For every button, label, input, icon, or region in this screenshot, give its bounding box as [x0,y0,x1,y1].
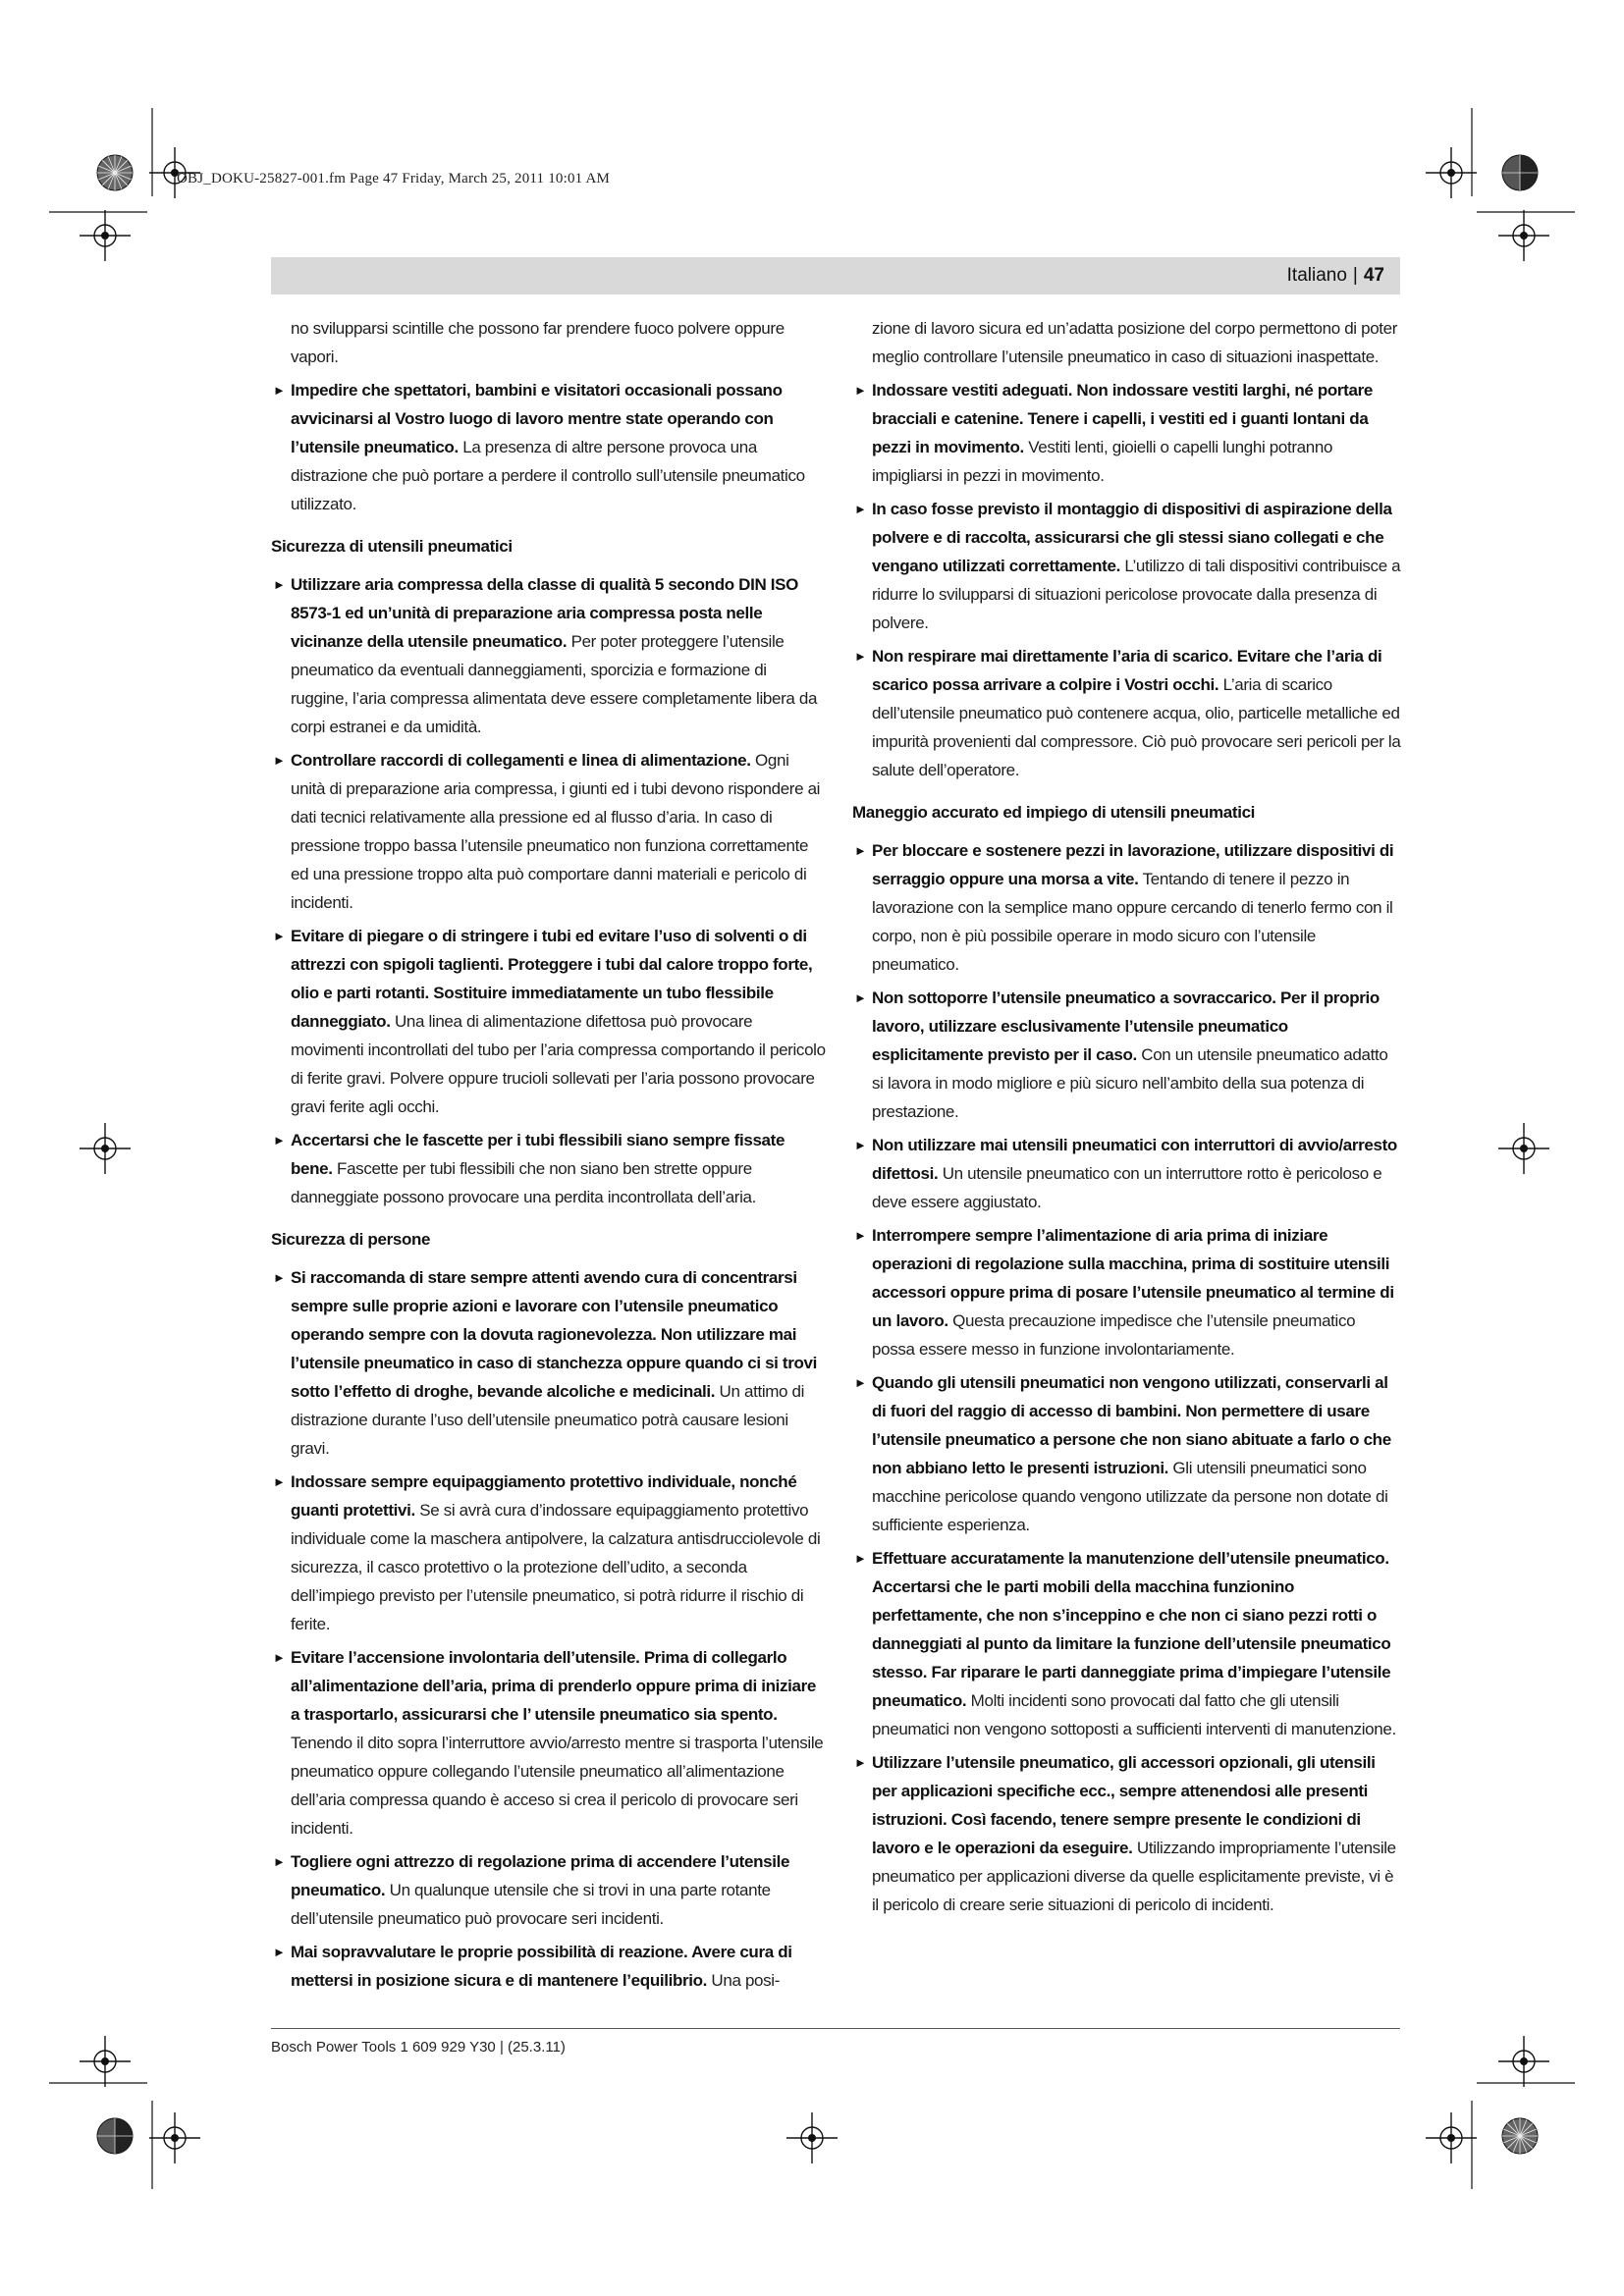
section-heading: Maneggio accurato ed impiego di utensili pneumatici [852,803,1256,822]
bullet-arrow-icon: ► [273,929,286,943]
bullet-bold-text: Non respirare mai direttamente l’aria di scarico. Evitare che l’aria di scarico possa arrivare a colpire i Vostri occhi. [872,647,1382,694]
bullet-body-text: Un attimo di distrazione durante l’uso dell’utensile pneumatico potrà causare lesioni gravi. [291,1382,805,1458]
bullet-arrow-icon: ► [854,1551,867,1566]
bullet-bold-text: Interrompere sempre l’alimentazione di aria prima di iniziare operazioni di regolazione sulla macchina, prima di sostituire utensili accessori oppure prima di posare l’utensile pneumatico al termine di un lavoro. [872,1226,1394,1330]
bullet-bold-text: Impedire che spettatori, bambini e visitatori occasionali possano avvicinarsi al Vostro luogo di lavoro mentre state operando con l’utensile pneumatico. [291,381,783,456]
footer-divider [271,2028,1400,2029]
bullet-body-text: Per poter proteggere l’utensile pneumatico da eventuali danneggiamenti, sporcizia e formazione di ruggine, l’aria compressa alimentata deve essere completamente libera da corpi estranei e da umidità. [291,632,818,736]
bullet-body-text: Tentando di tenere il pezzo in lavorazione con la semplice mano oppure cercando di tenerlo fermo con il corpo, non è più possibile operare in modo sicuro con l’utensile pneumatico. [872,870,1393,974]
bullet-body-text: Una posi- [707,1971,781,1990]
bullet-bold-text: Per bloccare e sostenere pezzi in lavorazione, utilizzare dispositivi di serraggio oppure una morsa a vite. [872,841,1394,888]
bullet-item [271,570,827,741]
bullet-arrow-icon: ► [273,1133,286,1148]
bullet-arrow-icon: ► [854,990,867,1005]
bullet-bold-text: Mai sopravvalutare le proprie possibilità di reazione. Avere cura di mettersi in posizione sicura e di mantenere l’equilibrio. [291,1943,792,1990]
bullet-bold-text: Evitare l’accensione involontaria dell’utensile. Prima di collegarlo all’alimentazione dell’aria, prima di prenderlo oppure prima di iniziare a trasportarlo, assicurarsi che l’ utensile pneumatico sia spento. [291,1648,816,1724]
bullet-body-text: L’utilizzo di tali dispositivi contribuisce a ridurre lo svilupparsi di situazioni pericolose provocate dalla presenza di polvere. [872,557,1401,632]
bullet-body-text: Un utensile pneumatico con un interruttore rotto è pericoloso e deve essere aggiustato. [872,1164,1382,1211]
bullet-arrow-icon: ► [273,383,286,398]
bullet-item [852,984,1402,1126]
bullet-bold-text: In caso fosse previsto il montaggio di dispositivi di aspirazione della polvere e di raccolta, assicurarsi che gli stessi siano collegati e che vengano utilizzati correttamente. [872,500,1392,575]
bullet-body-text: Tenendo il dito sopra l’interruttore avvio/arresto mentre si trasporta l’utensile pneumatico oppure collegando l’utensile pneumatico all’alimentazione dell’aria compressa quando è acceso si crea il pericolo di provocare seri incidenti. [291,1734,824,1838]
bullet-item [852,495,1402,637]
bullet-item [852,642,1402,784]
right-column [852,314,1402,1924]
print-info-line: OBJ_DOKU-25827-001.fm Page 47 Friday, March 25, 2011 10:01 AM [177,171,611,187]
bullet-arrow-icon: ► [273,753,286,768]
bullet-arrow-icon: ► [273,577,286,592]
section-heading: Sicurezza di persone [271,1230,431,1249]
bullet-item [852,376,1402,490]
bullet-item [271,1263,827,1463]
bullet-bold-text: Effettuare accuratamente la manutenzione dell’utensile pneumatico. Accertarsi che le parti mobili della macchina funzionino perfettamente, che non s’inceppino e che non ci siano pezzi rotti o danneggiati al punto da limitare la funzione dell’utensile pneumatico stesso. Far riparare le parti danneggiate prima d’impiegare l’utensile pneumatico. [872,1549,1391,1710]
header-separator: | [1352,265,1358,286]
bullet-body-text: Ogni unità di preparazione aria compressa, i giunti ed i tubi devono rispondere ai dati tecnici relativamente alla pressione ed al flusso d’aria. In caso di pressione troppo bassa l’utensile pneumatico non funziona correttamente ed una pressione troppo alta può comportare danni materiali e pericolo di incidenti. [291,751,821,912]
bullet-bold-text: Controllare raccordi di collegamenti e linea di alimentazione. [291,751,751,770]
continued-paragraph: no svilupparsi scintille che possono far prendere fuoco polvere oppure vapori. [291,319,785,366]
bullet-body-text: Molti incidenti sono provocati dal fatto che gli utensili pneumatici non vengono sottoposti a sufficienti interventi di manutenzione. [872,1691,1396,1738]
bullet-item [852,1748,1402,1919]
bullet-bold-text: Utilizzare aria compressa della classe di qualità 5 secondo DIN ISO 8573-1 ed un’unità di preparazione aria compressa posta nelle vicinanze della utensile pneumatico. [291,575,798,651]
bullet-body-text: Utilizzando impropriamente l’utensile pneumatico per applicazioni diverse da quelle esplicitamente previste, vi è il pericolo di creare serie situazioni di pericolo di incidenti. [872,1839,1396,1914]
bullet-bold-text: Indossare sempre equipaggiamento protettivo individuale, nonché guanti protettivi. [291,1472,797,1520]
page-number: 47 [1363,265,1384,286]
bullet-body-text: Se si avrà cura d’indossare equipaggiamento protettivo individuale come la maschera antipolvere, la calzatura antisdrucciolevole di sicurezza, il casco protettivo o la protezione dell’udito, a seconda dell’impiego previsto per l’utensile pneumatico, si potrà ridurre il rischio di ferite. [291,1501,821,1633]
bullet-item [852,1221,1402,1363]
page-header [271,257,1400,294]
bullet-body-text: Con un utensile pneumatico adatto si lavora in modo migliore e più sicuro nell’ambito della sua potenza di prestazione. [872,1045,1388,1121]
page-footer: Bosch Power Tools 1 609 929 Y30 | (25.3.11) [271,2039,566,2056]
bullet-bold-text: Accertarsi che le fascette per i tubi flessibili siano sempre fissate bene. [291,1131,785,1178]
bullet-body-text: Una linea di alimentazione difettosa può provocare movimenti incontrollati del tubo per l’aria compressa comportando il pericolo di ferite gravi. Polvere oppure trucioli sollevati per l’aria possono provocare gravi ferite agli occhi. [291,1012,826,1116]
bullet-arrow-icon: ► [854,383,867,398]
bullet-bold-text: Non sottoporre l’utensile pneumatico a sovraccarico. Per il proprio lavoro, utilizzare esclusivamente l’utensile pneumatico esplicitamente previsto per il caso. [872,988,1380,1064]
bullet-item [271,746,827,917]
bullet-item [852,1544,1402,1743]
bullet-item [271,1938,827,1995]
bullet-bold-text: Non utilizzare mai utensili pneumatici con interruttori di avvio/arresto difettosi. [872,1136,1397,1183]
bullet-arrow-icon: ► [273,1945,286,1959]
bullet-body-text: L’aria di scarico dell’utensile pneumatico può contenere acqua, olio, particelle metalliche ed impurità provenienti dal compressore. Ciò può provocare seri pericoli per la salute dell’operatore. [872,675,1401,779]
header-text [1287,257,1384,294]
bullet-arrow-icon: ► [854,1375,867,1390]
bullet-item [271,376,827,518]
bullet-item [271,1468,827,1638]
bullet-arrow-icon: ► [273,1270,286,1285]
bullet-arrow-icon: ► [273,1854,286,1869]
bullet-body-text: Gli utensili pneumatici sono macchine pericolose quando vengono utilizzate da persone non dotate di sufficiente esperienza. [872,1459,1388,1534]
bullet-bold-text: Indossare vestiti adeguati. Non indossare vestiti larghi, né portare bracciali e catenine. Tenere i capelli, i vestiti ed i guanti lontani da pezzi in movimento. [872,381,1373,456]
bullet-item [852,1131,1402,1216]
continued-paragraph: zione di lavoro sicura ed un’adatta posizione del corpo permettono di poter meglio controllare l’utensile pneumatico in caso di situazioni inaspettate. [872,319,1398,366]
section-heading: Sicurezza di utensili pneumatici [271,537,513,556]
bullet-item [271,1643,827,1842]
bullet-body-text: Fascette per tubi flessibili che non siano ben strette oppure danneggiate possono provocare una perdita incontrollata dell’aria. [291,1159,757,1206]
bullet-arrow-icon: ► [273,1650,286,1665]
bullet-arrow-icon: ► [854,1755,867,1770]
bullet-arrow-icon: ► [854,649,867,664]
left-column [271,314,827,2000]
bullet-bold-text: Evitare di piegare o di stringere i tubi ed evitare l’uso di solventi o di attrezzi con spigoli taglienti. Proteggere i tubi dal calore troppo forte, olio e parti rotanti. Sostituire immediatamente un tubo flessibile danneggiato. [291,927,813,1031]
bullet-bold-text: Utilizzare l’utensile pneumatico, gli accessori opzionali, gli utensili per applicazioni specifiche ecc., sempre attenendosi alle presenti istruzioni. Così facendo, tenere sempre presente le condizioni di lavoro e le operazioni da eseguire. [872,1753,1376,1857]
bullet-body-text: La presenza di altre persone provoca una distrazione che può portare a perdere il controllo sull’utensile pneumatico utilizzato. [291,438,805,513]
bullet-arrow-icon: ► [854,1228,867,1243]
bullet-body-text: Un qualunque utensile che si trovi in una parte rotante dell’utensile pneumatico può provocare seri incidenti. [291,1881,771,1928]
bullet-bold-text: Quando gli utensili pneumatici non vengono utilizzati, conservarli al di fuori del raggio di accesso di bambini. Non permettere di usare l’utensile pneumatico a persone che non siano abituate a farlo o che non abbiano letto le presenti istruzioni. [872,1373,1391,1477]
bullet-arrow-icon: ► [854,843,867,858]
bullet-item [271,922,827,1121]
bullet-item [271,1847,827,1933]
bullet-arrow-icon: ► [854,502,867,516]
bullet-body-text: Questa precauzione impedisce che l’utensile pneumatico possa essere messo in funzione involontariamente. [872,1311,1356,1359]
header-language: Italiano [1286,265,1347,286]
bullet-body-text: Vestiti lenti, gioielli o capelli lunghi potranno impigliarsi in pezzi in movimento. [872,438,1333,485]
bullet-item [271,1126,827,1211]
bullet-arrow-icon: ► [273,1474,286,1489]
bullet-bold-text: Si raccomanda di stare sempre attenti avendo cura di concentrarsi sempre sulle proprie azioni e lavorare con l’utensile pneumatico operando sempre con la dovuta ragionevolezza. Non utilizzare mai l’utensile pneumatico in caso di stanchezza oppure quando ci si trovi sotto l’effetto di droghe, bevande alcoliche e medicinali. [291,1268,818,1401]
bullet-bold-text: Togliere ogni attrezzo di regolazione prima di accendere l’utensile pneumatico. [291,1852,790,1899]
bullet-item [852,1368,1402,1539]
bullet-item [852,836,1402,979]
bullet-arrow-icon: ► [854,1138,867,1152]
